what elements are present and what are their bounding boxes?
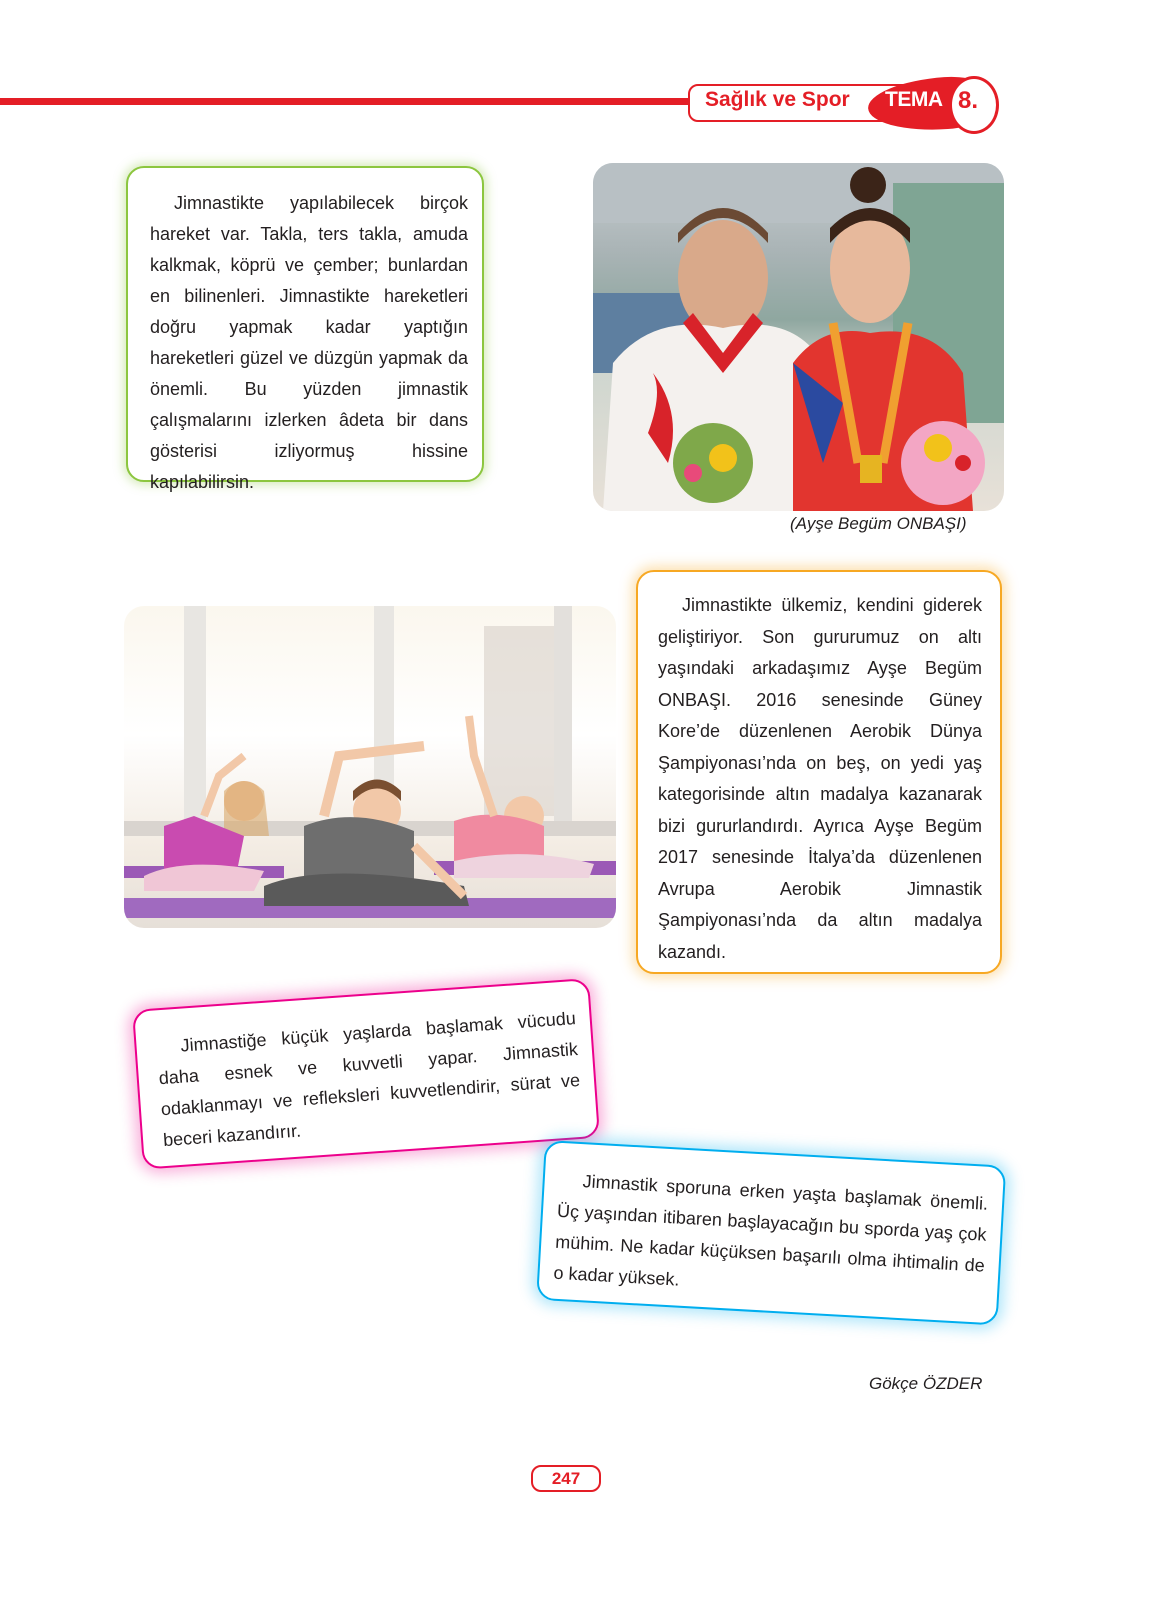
kids-stretching-photo [124, 606, 616, 928]
medal-photo [593, 163, 1004, 511]
tema-label: TEMA [885, 88, 943, 111]
medal-photo-caption: (Ayşe Begüm ONBAŞI) [790, 514, 967, 533]
tema-number: 8. [958, 87, 979, 114]
header-rule [0, 98, 700, 105]
info-box-text: Jimnastikte ülkemiz, kendini giderek geliştiriyor. Son gururumuz on altı yaşındaki arkadaşımız Ayşe Begüm ONBAŞI. 2016 senesinde Güney Kore’de düzenlenen Aerobik Dünya Şampiyonası’nda on beş, on yedi yaş kategorisinde altın madalya kazanarak bizi gururlandırdı. Ayrıca Ayşe Begüm 2017 senesinde İtalya’da düzenlenen Avrupa Aerobik Jimnastik Şampiyonası’nda da altın madalya kazandı. [658, 595, 982, 962]
info-box-blue [536, 1140, 1006, 1326]
info-box-orange [636, 570, 1002, 974]
info-box-text: Jimnastikte yapılabilecek birçok hareket var. Takla, ters takla, amuda kalkmak, köprü ve çember; bunlardan en bilinenleri. Jimnastikte hareketleri doğru yapmak kadar yaptığın hareketleri güzel ve düzgün yapmak da önemli. Bu yüzden jimnastik çalışmalarını izlerken âdeta bir dans gösterisi izliyormuş hissine kapılabilirsin. [150, 193, 468, 492]
theme-title: Sağlık ve Spor [705, 88, 850, 111]
info-box-green [126, 166, 484, 492]
info-box-text: Jimnastiğe küçük yaşlarda başlamak vücudu daha esnek ve kuvvetli yapar. Jimnastik odaklanmayı ve refleksleri kuvvetlendirir, sürat ve beceri kazandırır. [158, 1008, 581, 1151]
info-box-text: Jimnastik sporuna erken yaşta başlamak önemli. Üç yaşından itibaren başlayacağın bu sporda yaş çok mühim. Ne kadar küçüksen başarılı olma ihtimalin de o kadar yüksek. [553, 1171, 989, 1290]
info-box-pink [132, 978, 600, 1170]
page-number: 247 [531, 1465, 601, 1492]
kids-photo-illustration [124, 606, 616, 928]
author-name: Gökçe ÖZDER [869, 1374, 983, 1393]
medal-photo-illustration [593, 163, 1004, 511]
